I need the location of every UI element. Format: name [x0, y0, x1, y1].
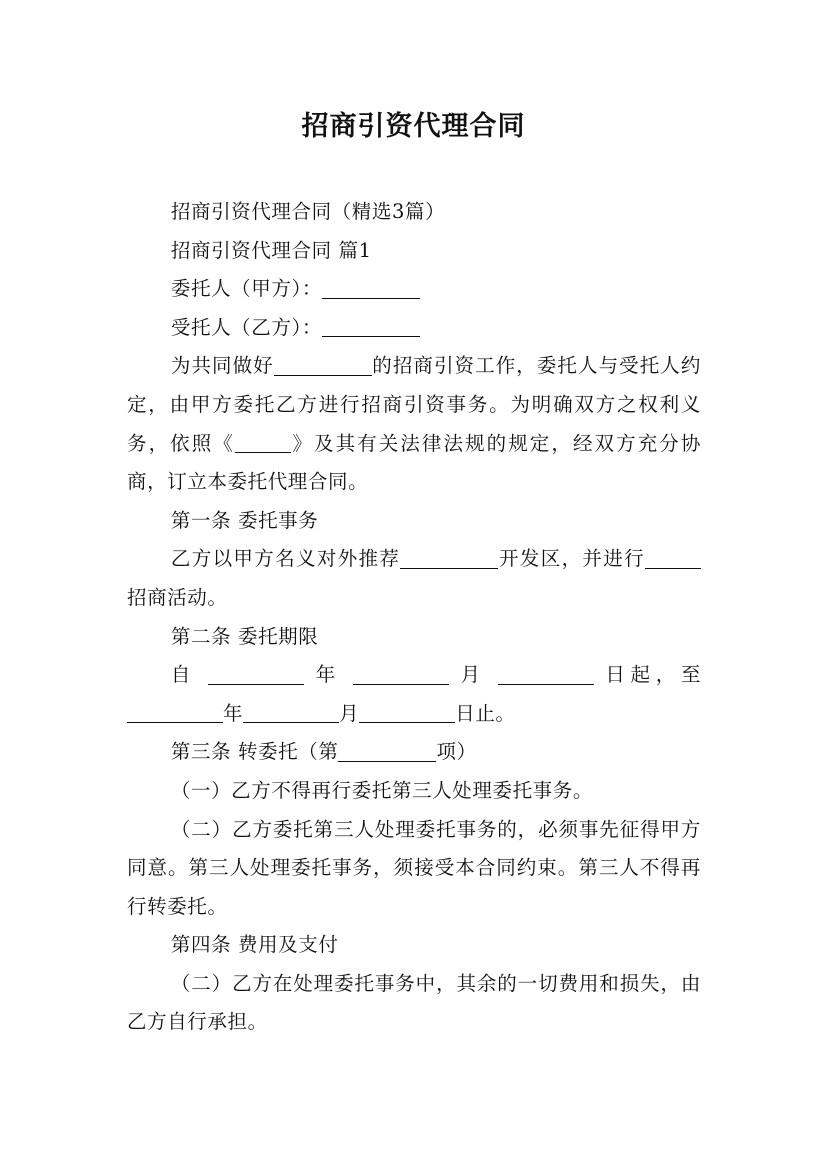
article1-text3: 招商活动。 — [127, 585, 228, 609]
article3-heading-prefix: 第三条 转委托（第 — [170, 740, 339, 764]
article2-month-label-2: 月 — [339, 701, 360, 725]
law-name-blank[interactable] — [235, 432, 291, 453]
article4-heading: 第四条 费用及支付 — [170, 933, 339, 957]
activity-type-blank[interactable] — [645, 547, 701, 568]
party-a-line — [127, 270, 701, 309]
party-b-line — [127, 309, 701, 348]
document-title: 招商引资代理合同 — [301, 111, 526, 142]
article2-paragraph — [127, 656, 701, 733]
article2-month-label: 月 — [460, 663, 486, 687]
party-b-blank[interactable] — [322, 316, 420, 337]
article1-text1: 乙方以甲方名义对外推荐 — [170, 547, 401, 571]
section-heading: 招商引资代理合同 篇1 — [170, 238, 372, 262]
party-a-blank[interactable] — [322, 277, 420, 298]
start-day-blank[interactable] — [498, 663, 594, 684]
article2-day-end: 日止。 — [455, 701, 516, 725]
preamble-part1: 为共同做好 — [170, 354, 274, 378]
article3-item-blank[interactable] — [338, 740, 436, 761]
preamble-part3: 》及其有关法律法规的规定，经双方充分协商，订立本委托代理合同。 — [127, 431, 701, 494]
party-a-label: 委托人（甲方）： — [170, 277, 322, 301]
end-year-blank[interactable] — [127, 702, 223, 723]
article2-day-start: 日起，至 — [605, 663, 701, 687]
end-day-blank[interactable] — [359, 702, 455, 723]
article2-heading: 第二条 委托期限 — [170, 624, 319, 648]
article3-heading — [127, 733, 701, 772]
article3-item1: （一）乙方不得再行委托第三人处理委托事务。 — [170, 778, 593, 802]
article3-heading-suffix: 项） — [436, 740, 477, 764]
article2-year-label: 年 — [315, 663, 341, 687]
article3-item2: （二）乙方委托第三人处理委托事务的，必须事先征得甲方同意。第三人处理委托事务，须接受本合同约束。第三人不得再行转委托。 — [127, 817, 701, 918]
article1-paragraph — [127, 540, 701, 617]
article2-year-label-2: 年 — [223, 701, 244, 725]
preamble-part2: 的招商引资工作，委托人与受托人约定，由甲方委托乙方进行招商引资事务。为明确双方之权利义务，依照《 — [127, 354, 701, 455]
document-subtitle: 招商引资代理合同（精选3篇） — [170, 200, 446, 223]
article2-from: 自 — [170, 663, 197, 687]
party-b-label: 受托人（乙方）： — [170, 315, 322, 339]
article1-text2: 开发区，并进行 — [498, 547, 645, 571]
article4-item2: （二）乙方在处理委托事务中，其余的一切费用和损失，由乙方自行承担。 — [127, 971, 701, 1034]
project-name-blank[interactable] — [274, 354, 372, 375]
article1-heading: 第一条 委托事务 — [170, 508, 319, 532]
preamble-paragraph — [127, 347, 701, 501]
zone-name-blank[interactable] — [400, 547, 498, 568]
start-year-blank[interactable] — [208, 663, 304, 684]
start-month-blank[interactable] — [353, 663, 449, 684]
document-body — [127, 193, 701, 1042]
end-month-blank[interactable] — [243, 702, 339, 723]
